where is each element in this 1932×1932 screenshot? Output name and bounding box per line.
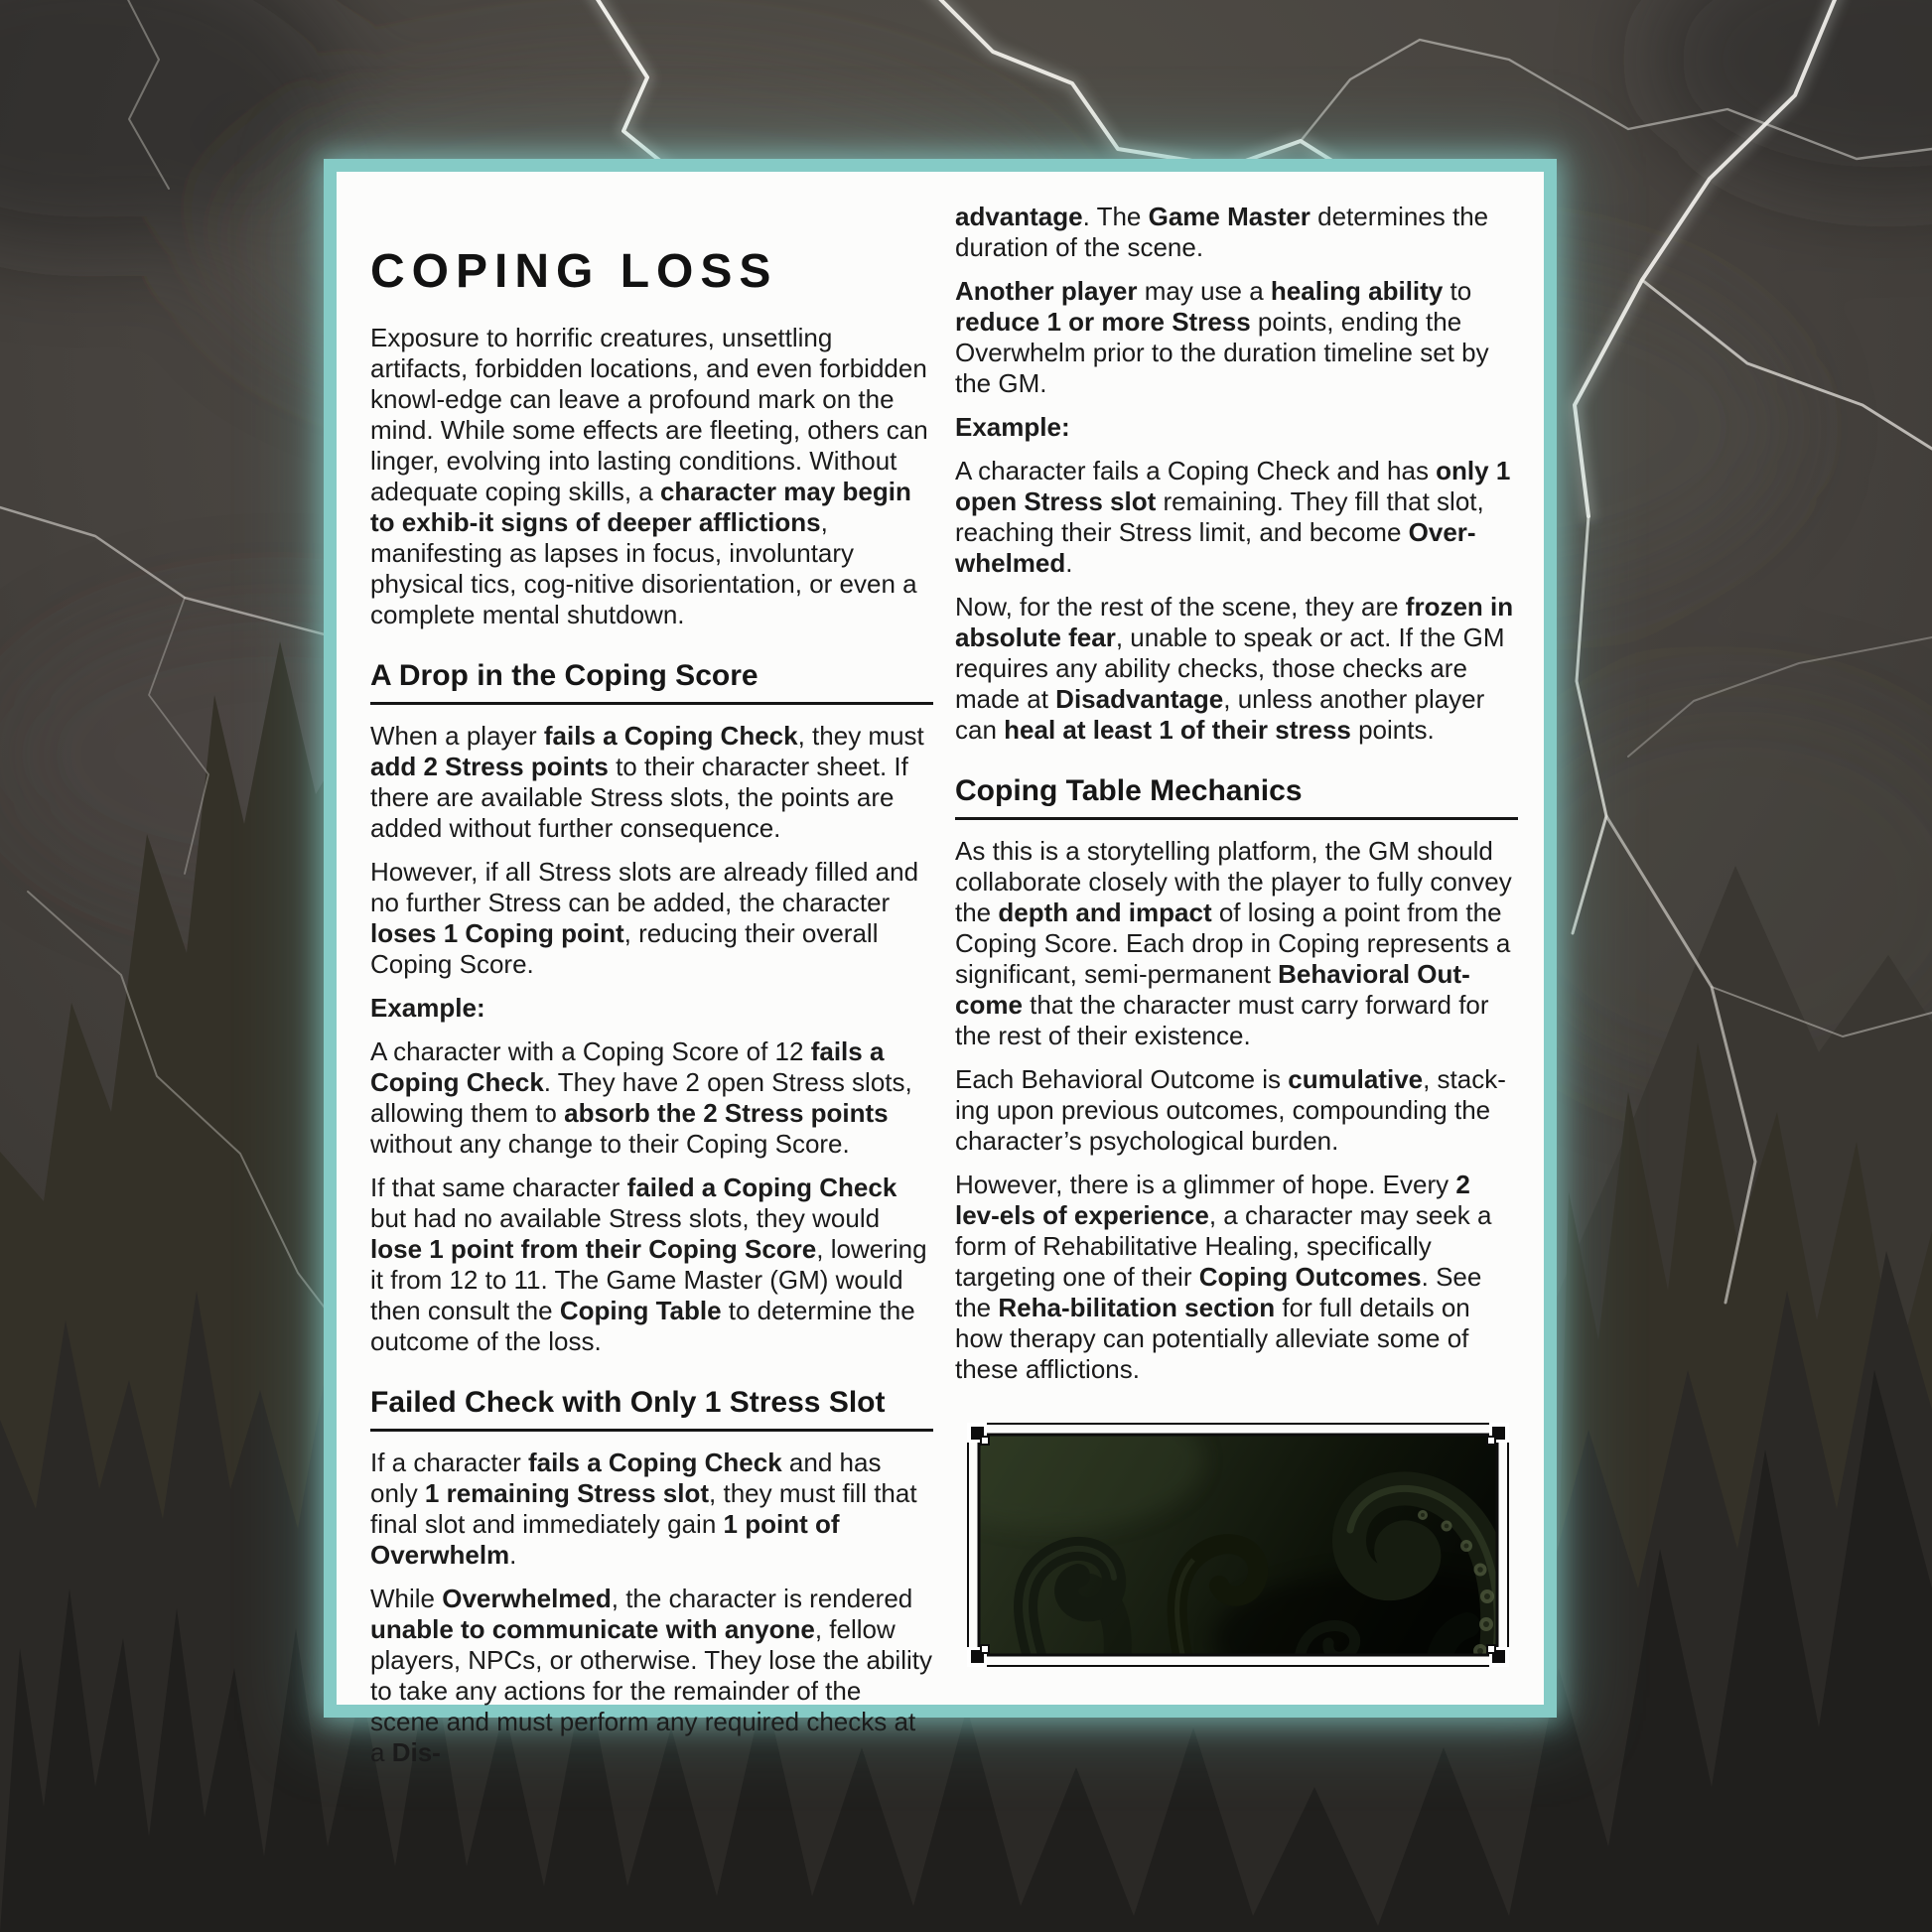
paragraph: However, if all Stress slots are already filled and no further Stress can be added, the character loses 1 Coping point, reducing their overall Coping Score. bbox=[370, 857, 919, 979]
paragraph: Now, for the rest of the scene, they are frozen in absolute fear, unable to speak or act. If the GM requires any ability checks, those checks are made at Disadvantage, unless another player can heal at least 1 of their stress points. bbox=[955, 592, 1514, 745]
paragraph: While Overwhelmed, the character is rendered unable to communicate with anyone, fellow players, NPCs, or otherwise. They lose the ability to take any actions for the remainder of the scene and must perform any required checks at a Dis- bbox=[370, 1584, 932, 1767]
paragraph: advantage. The Game Master determines the duration of the scene. bbox=[955, 202, 1489, 262]
tentacle-art-svg bbox=[965, 1421, 1511, 1669]
example-label: Example: bbox=[955, 412, 1070, 442]
section-heading-coping-score-drop: A Drop in the Coping Score bbox=[370, 658, 933, 705]
right-column bbox=[955, 202, 1518, 1691]
page-title: COPING LOSS bbox=[370, 245, 778, 298]
paragraph: Each Behavioral Outcome is cumulative, stack-ing upon previous outcomes, compounding the character’s psychological burden. bbox=[955, 1064, 1506, 1156]
paragraph: When a player fails a Coping Check, they must add 2 Stress points to their character sheet. If there are available Stress slots, the points are added without further consequence. bbox=[370, 721, 924, 843]
tentacle-illustration bbox=[965, 1421, 1511, 1669]
example-label: Example: bbox=[370, 993, 485, 1023]
paragraph: As this is a storytelling platform, the GM should collaborate closely with the player to fully convey the depth and impact of losing a point from the Coping Score. Each drop in Coping represents a significant, semi-permanent Behavioral Out-come that the character must carry forward for the rest of their existence. bbox=[955, 836, 1512, 1050]
paragraph: A character with a Coping Score of 12 fails a Coping Check. They have 2 open Stress slots, allowing them to absorb the 2 Stress points without any change to their Coping Score. bbox=[370, 1036, 912, 1159]
paragraph: Another player may use a healing ability to reduce 1 or more Stress points, ending the Overwhelm prior to the duration timeline set by the GM. bbox=[955, 276, 1489, 398]
left-column bbox=[370, 202, 933, 1767]
paragraph: However, there is a glimmer of hope. Every 2 lev-els of experience, a character may seek a form of Rehabilitative Healing, specifically targeting one of their Coping Outcomes. See the Reha-bilitation section for full details on how therapy can potentially alleviate some of these afflictions. bbox=[955, 1170, 1492, 1384]
page-content bbox=[337, 172, 1544, 1767]
intro-paragraph: Exposure to horrific creatures, unsettling artifacts, forbidden locations, and even forbidden knowl-edge can leave a profound mark on the mind. While some effects are fleeting, others can linger, evolving into lasting conditions. Without adequate coping skills, a character may begin to exhib-it signs of deeper afflictions, manifesting as lapses in focus, involuntary physical tics, cog-nitive disorientation, or even a complete mental shutdown. bbox=[370, 323, 928, 629]
paragraph: If that same character failed a Coping Check but had no available Stress slots, they would lose 1 point from their Coping Score, lowering it from 12 to 11. The Game Master (GM) would then consult the Coping Table to determine the outcome of the loss. bbox=[370, 1173, 927, 1356]
section-heading-failed-check: Failed Check with Only 1 Stress Slot bbox=[370, 1385, 933, 1432]
paragraph: If a character fails a Coping Check and has only 1 remaining Stress slot, they must fill that final slot and immediately gain 1 point of Overwhelm. bbox=[370, 1448, 917, 1570]
paragraph: A character fails a Coping Check and has only 1 open Stress slot remaining. They fill that slot, reaching their Stress limit, and become Over-whelmed. bbox=[955, 456, 1511, 578]
rulebook-page bbox=[324, 159, 1557, 1767]
section-heading-coping-table-mechanics: Coping Table Mechanics bbox=[955, 773, 1518, 820]
